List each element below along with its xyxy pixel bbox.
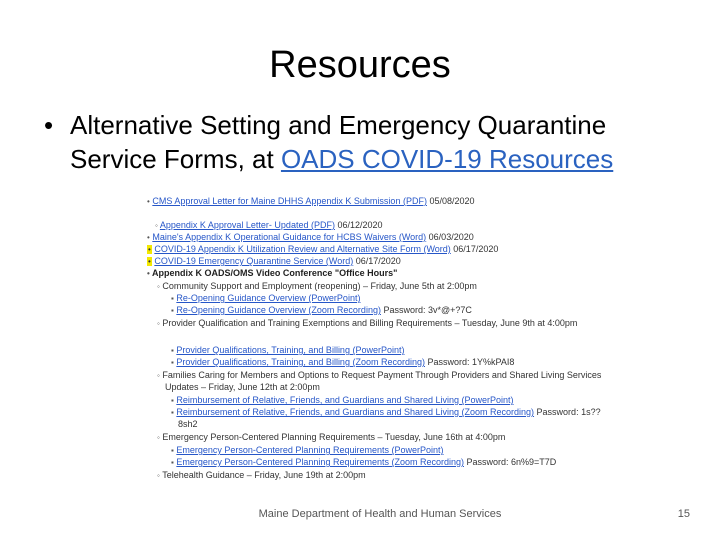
bullet-text bbox=[70, 108, 694, 176]
list-item: ▪ Re-Opening Guidance Overview (Zoom Recording) Password: 3v*@+?7C bbox=[171, 305, 472, 315]
epc-ppt-link[interactable]: Emergency Person-Centered Planning Requirements (PowerPoint) bbox=[176, 445, 444, 455]
list-item: • CMS Approval Letter for Maine DHHS Appendix K Submission (PDF) 05/08/2020 bbox=[147, 196, 475, 206]
bullet-text-body: Alternative Setting and Emergency Quarantine Service Forms, at bbox=[70, 110, 607, 174]
page-number: 15 bbox=[677, 508, 690, 520]
emergency-quarantine-service-link[interactable]: COVID-19 Emergency Quarantine Service (Word) bbox=[154, 256, 354, 266]
list-item: ▪ Reimbursement of Relative, Friends, and Guardians and Shared Living (PowerPoint) bbox=[171, 395, 514, 405]
session-item: ◦ Families Caring for Members and Options to Request Payment Through Providers and Shared Living Services bbox=[157, 370, 602, 380]
slide-title: Resources bbox=[269, 44, 451, 86]
list-item: ▪ Reimbursement of Relative, Friends, and Guardians and Shared Living (Zoom Recording) Password: 1s?? bbox=[171, 407, 601, 417]
reopening-ppt-link[interactable]: Re-Opening Guidance Overview (PowerPoint) bbox=[176, 293, 361, 303]
bullet-marker: • bbox=[44, 110, 54, 140]
utilization-review-form-link[interactable]: COVID-19 Appendix K Utilization Review and Alternative Site Form (Word) bbox=[154, 244, 451, 254]
session-item: ◦ Emergency Person-Centered Planning Requirements – Tuesday, June 16th at 4:00pm bbox=[157, 432, 506, 442]
session-item-cont: Updates – Friday, June 12th at 2:00pm bbox=[165, 382, 320, 392]
list-item: ▪ Re-Opening Guidance Overview (PowerPoint) bbox=[171, 293, 361, 303]
session-item: ◦ Community Support and Employment (reopening) – Friday, June 5th at 2:00pm bbox=[157, 281, 477, 291]
office-hours-heading: • Appendix K OADS/OMS Video Conference "Office Hours" bbox=[147, 268, 398, 278]
reimbursement-ppt-link[interactable]: Reimbursement of Relative, Friends, and Guardians and Shared Living (PowerPoint) bbox=[176, 395, 514, 405]
list-item: ▪ Provider Qualifications, Training, and Billing (Zoom Recording) Password: 1Y%kPAI8 bbox=[171, 357, 515, 367]
password-cont: 8sh2 bbox=[178, 419, 198, 429]
reopening-zoom-link[interactable]: Re-Opening Guidance Overview (Zoom Recording) bbox=[176, 305, 381, 315]
list-item: ▪ Emergency Person-Centered Planning Requirements (Zoom Recording) Password: 6n%9=T7D bbox=[171, 457, 557, 467]
oads-covid-resources-link[interactable]: OADS COVID-19 Resources bbox=[280, 144, 614, 174]
main-bullet bbox=[44, 108, 694, 176]
provider-ppt-link[interactable]: Provider Qualifications, Training, and Billing (PowerPoint) bbox=[176, 345, 405, 355]
list-item: • Maine's Appendix K Operational Guidance for HCBS Waivers (Word) 06/03/2020 bbox=[147, 232, 474, 242]
list-item: • COVID-19 Emergency Quarantine Service (Word) 06/17/2020 bbox=[148, 256, 401, 266]
operational-guidance-link[interactable]: Maine's Appendix K Operational Guidance for HCBS Waivers (Word) bbox=[152, 232, 427, 242]
list-item: • COVID-19 Appendix K Utilization Review and Alternative Site Form (Word) 06/17/2020 bbox=[148, 244, 499, 254]
cms-approval-letter-link[interactable]: CMS Approval Letter for Maine DHHS Appendix K Submission (PDF) bbox=[152, 196, 427, 206]
reimbursement-zoom-link[interactable]: Reimbursement of Relative, Friends, and Guardians and Shared Living (Zoom Recording) bbox=[176, 407, 535, 417]
session-item: ◦ Telehealth Guidance – Friday, June 19th at 2:00pm bbox=[157, 470, 366, 480]
list-item: ▪ Emergency Person-Centered Planning Requirements (PowerPoint) bbox=[171, 445, 444, 455]
session-item: ◦ Provider Qualification and Training Exemptions and Billing Requirements – Tuesday, June 9th at 4:00pm bbox=[157, 318, 578, 328]
epc-zoom-link[interactable]: Emergency Person-Centered Planning Requirements (Zoom Recording) bbox=[176, 457, 464, 467]
list-item: ◦ Appendix K Approval Letter- Updated (PDF) 06/12/2020 bbox=[155, 220, 383, 230]
resources-list-screenshot bbox=[145, 190, 620, 490]
list-item: ▪ Provider Qualifications, Training, and Billing (PowerPoint) bbox=[171, 345, 405, 355]
appendix-k-approval-letter-link[interactable]: Appendix K Approval Letter- Updated (PDF) bbox=[159, 220, 335, 230]
slide-footer: Maine Department of Health and Human Services bbox=[258, 508, 502, 520]
provider-zoom-link[interactable]: Provider Qualifications, Training, and Billing (Zoom Recording) bbox=[176, 357, 425, 367]
